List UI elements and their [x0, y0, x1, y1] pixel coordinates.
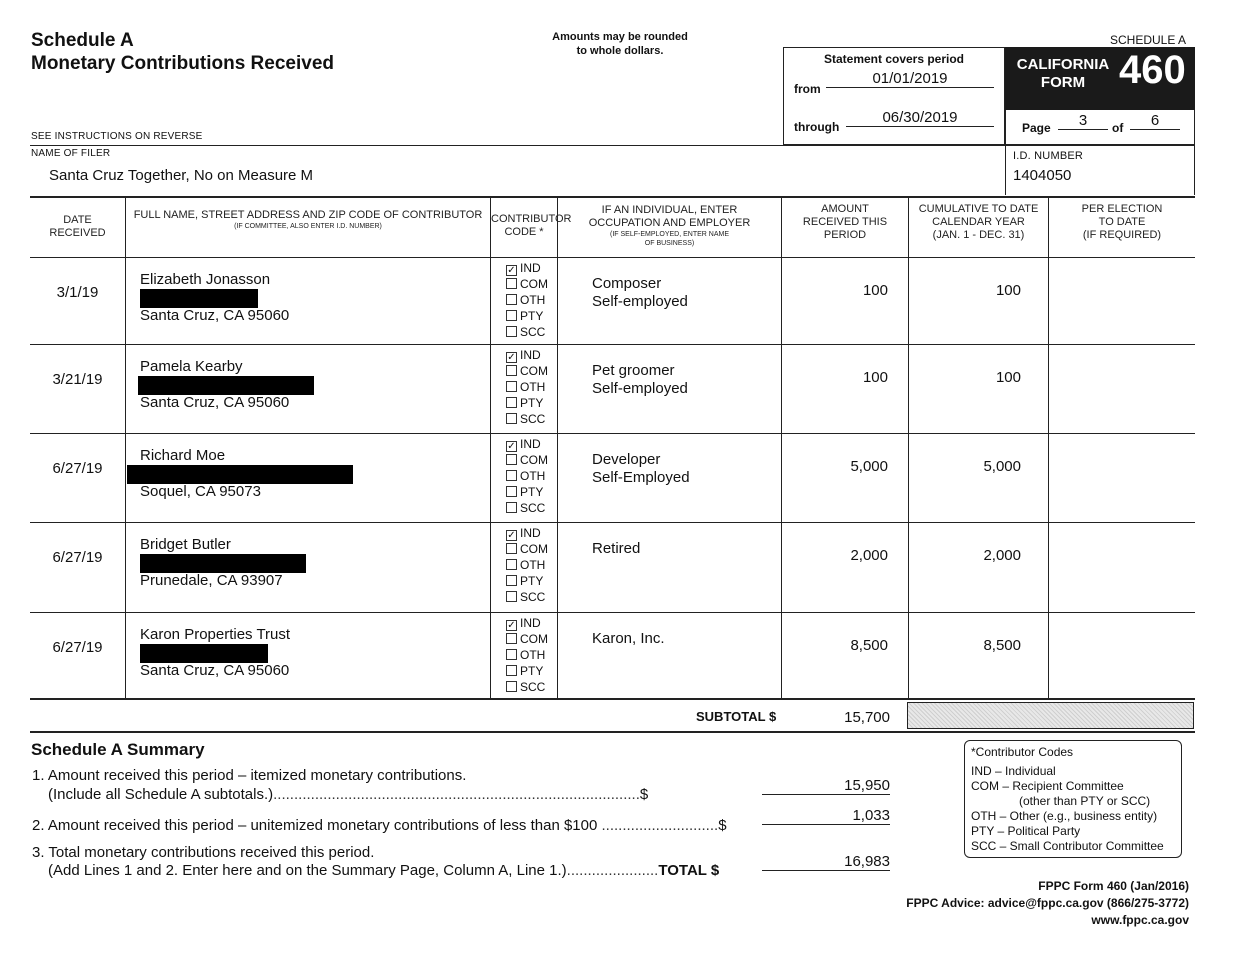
summary-line1-note: (Include all Schedule A subtotals.): [48, 786, 274, 803]
redacted-address: [140, 289, 258, 308]
form-badge-label: [1015, 56, 1111, 92]
header-per-election-line: TO DATE: [1098, 216, 1146, 228]
leader-dots: ............................: [597, 817, 719, 834]
code-option[interactable]: [506, 324, 548, 340]
header-cumulative: [909, 203, 1048, 242]
code-label: COM: [520, 364, 548, 378]
contributor-city: Santa Cruz, CA 95060: [140, 662, 290, 679]
row-divider: [30, 522, 1195, 523]
header-per-election-line: (IF REQUIRED): [1082, 229, 1162, 241]
code-label: IND: [520, 616, 541, 630]
header-code-line: CONTRIBUTOR: [491, 213, 572, 225]
contributor-name: Pamela Kearby: [140, 358, 243, 375]
checkbox-icon[interactable]: [506, 649, 517, 660]
checkbox-checked-icon[interactable]: ✓: [507, 265, 516, 276]
contributor-name: Bridget Butler: [140, 536, 231, 553]
code-label: SCC: [520, 325, 546, 339]
footer-form-version: FPPC Form 460 (Jan/2016): [1038, 879, 1189, 893]
code-option[interactable]: [506, 541, 548, 557]
california-form-badge: [1005, 47, 1195, 110]
code-label: PTY: [520, 396, 544, 410]
header-date-line: RECEIVED: [49, 227, 106, 239]
filer-label: NAME OF FILER: [31, 148, 111, 159]
code-label: COM: [520, 632, 548, 646]
code-label: IND: [520, 348, 541, 362]
checkbox-icon[interactable]: [506, 326, 517, 337]
code-option[interactable]: [506, 525, 548, 541]
divider: [1005, 145, 1006, 195]
amount-received: 2,000: [850, 547, 888, 564]
code-option[interactable]: [506, 363, 548, 379]
id-number: 1404050: [1013, 167, 1072, 184]
filer-name: Santa Cruz Together, No on Measure M: [49, 167, 314, 184]
summary-line3-subtext: [48, 862, 719, 880]
table-header-border: [30, 257, 1195, 258]
subtotal-value: 15,700: [844, 709, 890, 726]
shaded-area: [907, 702, 1194, 729]
date-received: 6/27/19: [52, 549, 103, 566]
from-label: from: [794, 82, 821, 96]
schedule-title: Schedule A: [31, 30, 134, 51]
cumulative-amount: 5,000: [983, 458, 1021, 475]
rounding-note: [520, 30, 720, 58]
header-date-line: DATE: [63, 214, 92, 226]
code-option[interactable]: [506, 557, 548, 573]
code-label: COM: [520, 542, 548, 556]
from-date-field[interactable]: 01/01/2019: [826, 70, 994, 88]
row-divider: [30, 433, 1195, 434]
code-label: SCC: [520, 590, 546, 604]
date-received: 3/1/19: [56, 284, 99, 301]
cumulative-amount: 2,000: [983, 547, 1021, 564]
footer-advice[interactable]: FPPC Advice: advice@fppc.ca.gov (866/275-3772): [906, 896, 1189, 910]
code-label: OTH: [520, 469, 546, 483]
contributor-code-group: [506, 615, 548, 695]
occupation: Developer: [592, 451, 661, 468]
header-contributor-sub: (IF COMMITTEE, ALSO ENTER I.D. NUMBER): [234, 223, 382, 230]
code-option[interactable]: [506, 276, 548, 292]
header-amount-line: RECEIVED THIS: [802, 216, 888, 228]
code-option[interactable]: [506, 308, 548, 324]
checkbox-icon[interactable]: [506, 486, 517, 497]
header-occupation-sub: OF BUSINESS): [644, 240, 695, 247]
checkbox-icon[interactable]: [506, 294, 517, 305]
header-amount-line: AMOUNT: [821, 203, 869, 215]
contributor-city: Santa Cruz, CA 95060: [140, 307, 290, 324]
amount-received: 5,000: [850, 458, 888, 475]
redacted-address: [140, 644, 268, 663]
legend-item: COM – Recipient Committee: [971, 779, 1124, 793]
code-option[interactable]: [506, 292, 548, 308]
contributor-name: Karon Properties Trust: [140, 626, 291, 643]
header-contributor: [127, 209, 489, 231]
table-top-border: [30, 196, 1195, 198]
header-code: [491, 213, 572, 239]
header-per-election: [1049, 203, 1195, 242]
checkbox-icon[interactable]: [506, 502, 517, 513]
checkbox-checked-icon[interactable]: ✓: [507, 441, 516, 452]
code-option[interactable]: [506, 663, 548, 679]
checkbox-icon[interactable]: [506, 543, 517, 554]
occupation: Composer: [592, 275, 662, 292]
code-label: PTY: [520, 309, 544, 323]
header-cumulative-line: (JAN. 1 - DEC. 31): [932, 229, 1025, 241]
checkbox-icon[interactable]: [506, 559, 517, 570]
header-occupation-line: OCCUPATION AND EMPLOYER: [588, 217, 751, 229]
code-label: IND: [520, 261, 541, 275]
summary-line2-value[interactable]: 1,033: [762, 807, 890, 825]
contributor-code-group: [506, 260, 548, 340]
checkbox-icon[interactable]: [506, 413, 517, 424]
divider: [30, 145, 1195, 146]
header-occupation-line: IF AN INDIVIDUAL, ENTER: [601, 204, 738, 216]
id-label: I.D. NUMBER: [1013, 150, 1084, 162]
checkbox-icon[interactable]: [506, 633, 517, 644]
total-label: TOTAL $: [658, 862, 720, 879]
checkbox-icon[interactable]: [506, 681, 517, 692]
through-date-field[interactable]: 06/30/2019: [846, 109, 994, 127]
code-option[interactable]: [506, 573, 548, 589]
column-divider: [125, 196, 126, 698]
form-number: 460: [1119, 48, 1186, 92]
code-option[interactable]: [506, 395, 548, 411]
code-option[interactable]: [506, 679, 548, 695]
checkbox-icon[interactable]: [506, 381, 517, 392]
date-received: 3/21/19: [52, 371, 103, 388]
checkbox-icon[interactable]: [506, 278, 517, 289]
code-option[interactable]: [506, 260, 548, 276]
redacted-address: [127, 465, 353, 484]
code-label: PTY: [520, 664, 544, 678]
checkbox-checked-icon[interactable]: ✓: [507, 352, 516, 363]
header-amount-line: PERIOD: [823, 229, 867, 241]
header-cumulative-line: CUMULATIVE TO DATE: [918, 203, 1039, 215]
through-label: through: [794, 120, 840, 134]
header-cumulative-line: CALENDAR YEAR: [932, 216, 1025, 228]
of-label: of: [1112, 121, 1124, 135]
header-occupation-sub: (IF SELF-EMPLOYED, ENTER NAME: [609, 231, 730, 238]
code-label: COM: [520, 453, 548, 467]
checkbox-icon[interactable]: [506, 454, 517, 465]
summary-line1-subtext: [48, 786, 648, 804]
amount-received: 100: [862, 282, 888, 299]
code-label: OTH: [520, 293, 546, 307]
row-divider: [30, 612, 1195, 613]
summary-line3-text: 3. Total monetary contributions received this period.: [32, 844, 375, 861]
form-badge-line1: CALIFORNIA: [1016, 56, 1110, 73]
code-label: OTH: [520, 558, 546, 572]
instructions-note: SEE INSTRUCTIONS ON REVERSE: [31, 131, 203, 142]
code-option[interactable]: [506, 484, 548, 500]
schedule-subtitle: Monetary Contributions Received: [31, 53, 334, 74]
header-date: [30, 214, 125, 240]
legend-item: PTY – Political Party: [971, 824, 1081, 838]
divider: [1194, 145, 1195, 195]
code-label: OTH: [520, 380, 546, 394]
code-option[interactable]: [506, 631, 548, 647]
amount-received: 8,500: [850, 637, 888, 654]
code-label: PTY: [520, 574, 544, 588]
code-label: OTH: [520, 648, 546, 662]
contributor-code-group: [506, 525, 548, 605]
code-option[interactable]: [506, 347, 548, 363]
code-label: IND: [520, 437, 541, 451]
checkbox-checked-icon[interactable]: ✓: [507, 620, 516, 631]
header-contributor-line: FULL NAME, STREET ADDRESS AND ZIP CODE OF CONTRIBUTOR: [133, 209, 483, 221]
cumulative-amount: 8,500: [983, 637, 1021, 654]
header-per-election-line: PER ELECTION: [1081, 203, 1163, 215]
code-option[interactable]: [506, 500, 548, 516]
code-label: COM: [520, 277, 548, 291]
header-occupation: [558, 204, 781, 248]
code-option[interactable]: [506, 379, 548, 395]
statement-period-box: [783, 47, 1005, 145]
summary-title: Schedule A Summary: [31, 740, 205, 759]
contributor-city: Soquel, CA 95073: [140, 483, 261, 500]
summary-line1-value[interactable]: 15,950: [762, 777, 890, 795]
checkbox-checked-icon[interactable]: ✓: [507, 530, 516, 541]
code-option[interactable]: [506, 436, 548, 452]
subtotal-bottom-border: [30, 731, 1195, 733]
code-label: IND: [520, 526, 541, 540]
footer-website[interactable]: www.fppc.ca.gov: [1091, 913, 1189, 927]
rounding-note-line1: Amounts may be rounded: [552, 31, 688, 43]
page-total: 6: [1130, 112, 1180, 130]
checkbox-icon[interactable]: [506, 365, 517, 376]
code-option[interactable]: [506, 615, 548, 631]
contributor-name: Richard Moe: [140, 447, 226, 464]
contributor-name: Elizabeth Jonasson: [140, 271, 271, 288]
redacted-address: [138, 376, 314, 395]
dollar-sign: $: [639, 786, 649, 803]
legend-title: *Contributor Codes: [971, 745, 1074, 759]
checkbox-icon[interactable]: [506, 397, 517, 408]
legend-item: IND – Individual: [971, 764, 1056, 778]
page-indicator: [1005, 110, 1195, 145]
column-divider: [781, 196, 782, 698]
code-label: SCC: [520, 680, 546, 694]
leader-dots: ........................................................................................: [273, 786, 640, 803]
employer: Self-employed: [592, 380, 688, 397]
redacted-address: [140, 554, 306, 573]
contributor-codes-legend: [964, 740, 1182, 858]
amount-received: 100: [862, 369, 888, 386]
rounding-note-line2: to whole dollars.: [576, 45, 664, 57]
date-received: 6/27/19: [52, 460, 103, 477]
column-divider: [490, 196, 491, 698]
occupation: Karon, Inc.: [592, 630, 665, 647]
date-received: 6/27/19: [52, 639, 103, 656]
cumulative-amount: 100: [995, 282, 1021, 299]
summary-line2: [32, 817, 727, 835]
header-amount: [782, 203, 908, 242]
legend-item: (other than PTY or SCC): [1019, 794, 1151, 808]
code-option[interactable]: [506, 647, 548, 663]
code-label: PTY: [520, 485, 544, 499]
employer: Self-Employed: [592, 469, 690, 486]
contributor-city: Prunedale, CA 93907: [140, 572, 283, 589]
period-heading: Statement covers period: [823, 52, 965, 66]
subtotal-label: SUBTOTAL $: [696, 709, 777, 724]
legend-item: SCC – Small Contributor Committee: [971, 839, 1164, 853]
contributor-city: Santa Cruz, CA 95060: [140, 394, 290, 411]
occupation: Retired: [592, 540, 641, 557]
checkbox-icon[interactable]: [506, 310, 517, 321]
column-divider: [1048, 196, 1049, 698]
summary-line2-text: 2. Amount received this period – unitemized monetary contributions of less than $100: [32, 817, 598, 834]
code-option[interactable]: [506, 452, 548, 468]
code-option[interactable]: [506, 589, 548, 605]
legend-item: OTH – Other (e.g., business entity): [971, 809, 1158, 823]
page-label: Page: [1022, 121, 1051, 135]
contributor-code-group: [506, 436, 548, 516]
cumulative-amount: 100: [995, 369, 1021, 386]
checkbox-icon[interactable]: [506, 470, 517, 481]
form-badge-line2: FORM: [1040, 74, 1086, 91]
summary-line3-note: (Add Lines 1 and 2. Enter here and on the Summary Page, Column A, Line 1.): [48, 862, 567, 879]
summary-total-value[interactable]: 16,983: [762, 853, 890, 871]
column-divider: [557, 196, 558, 698]
employer: Self-employed: [592, 293, 688, 310]
checkbox-icon[interactable]: [506, 665, 517, 676]
checkbox-icon[interactable]: [506, 575, 517, 586]
code-option[interactable]: [506, 468, 548, 484]
occupation: Pet groomer: [592, 362, 675, 379]
page-number: 3: [1058, 112, 1108, 130]
column-divider: [908, 196, 909, 698]
summary-line1-text: 1. Amount received this period – itemized monetary contributions.: [32, 767, 467, 784]
row-divider: [30, 344, 1195, 345]
header-code-line: CODE *: [504, 226, 544, 238]
dollar-sign: $: [718, 817, 727, 834]
code-option[interactable]: [506, 411, 548, 427]
leader-dots: ......................: [566, 862, 659, 879]
contributor-code-group: [506, 347, 548, 427]
schedule-label: SCHEDULE A: [1110, 33, 1187, 47]
code-label: SCC: [520, 412, 546, 426]
code-label: SCC: [520, 501, 546, 515]
checkbox-icon[interactable]: [506, 591, 517, 602]
table-bottom-border: [30, 698, 1195, 700]
